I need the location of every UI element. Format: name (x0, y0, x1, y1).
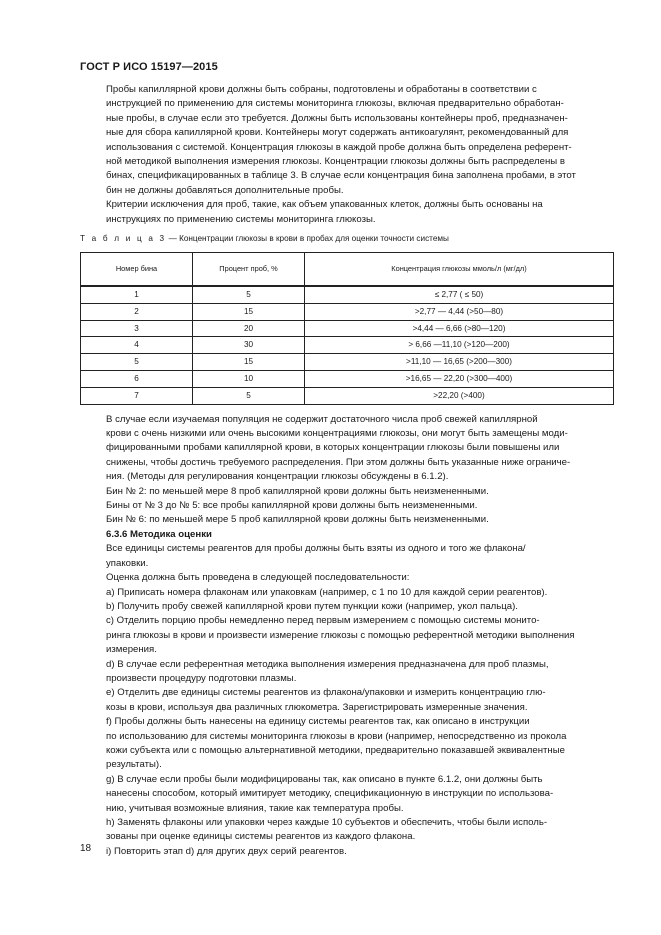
cell-percent: 30 (193, 337, 305, 354)
step-d (80, 658, 614, 687)
table-row (81, 303, 614, 320)
cell-percent: 10 (193, 371, 305, 388)
bin-rule-6: Бин № 6: по меньшей мере 5 проб капиллярной крови должны быть неизмененными. (106, 514, 489, 526)
document-header: ГОСТ Р ИСО 15197—2015 (80, 61, 218, 73)
table-row (81, 337, 614, 354)
bin-rule-3-5: Бины от № 3 до № 5: все пробы капиллярной крови должны быть неизмененными. (106, 500, 478, 512)
cell-concentration: >2,77 — 4,44 (>50—80) (305, 303, 614, 320)
table-row (81, 387, 614, 404)
step-h (80, 816, 614, 845)
text-line: Критерии исключения для проб, такие, как объем упакованных клеток, должны быть основаны на (106, 199, 543, 211)
step-i: i) Повторить этап d) для других двух серий реагентов. (106, 845, 347, 857)
cell-bin: 3 (81, 320, 193, 337)
step-b: b) Получить пробу свежей капиллярной крови путем пункции кожи (например, укол пальца). (106, 600, 518, 612)
cell-concentration: ≤ 2,77 ( ≤ 50) (305, 286, 614, 303)
cell-bin: 2 (81, 303, 193, 320)
column-header-percent: Процент проб, % (193, 253, 305, 287)
text-line: ринга глюкозы в крови и произвести измерение глюкозы с помощью референтной методики выполнения (106, 629, 575, 641)
text-line: инструкциях по применению системы мониторинга глюкозы. (106, 213, 376, 225)
text-line: зованы при оценке единицы системы реагентов из каждого флакона. (106, 831, 416, 843)
text-line: Пробы капиллярной крови должны быть собраны, подготовлены и обработаны в соответствии с (106, 84, 537, 95)
table-header-row (81, 253, 614, 287)
cell-percent: 15 (193, 354, 305, 371)
text-line: e) Отделить две единицы системы реагентов из флакона/упаковки и измерить концентрацию глю- (106, 687, 546, 699)
text-line: нию, учитывая возможные влияния, такие как температура пробы. (106, 802, 404, 814)
step-c (80, 614, 614, 657)
text-line: произвести процедуру подготовки плазмы. (106, 672, 297, 684)
text-line: использования с системой. Концентрация глюкозы в каждой пробе должна быть определена референт- (106, 141, 572, 153)
bin-rule-2: Бин № 2: по меньшей мере 8 проб капиллярной крови должны быть неизмененными. (106, 485, 489, 497)
text-line: ные для сбора капиллярной крови. Контейнеры могут содержать антикоагулянт, рекомендованный для (106, 127, 569, 139)
text-line: крови с очень низкими или очень высокими концентрациями глюкозы, они могут быть замещены моди- (106, 428, 568, 440)
text-line: фицированными пробами капиллярной крови, в которых концентрации глюкозы были повышены или (106, 442, 560, 454)
cell-percent: 20 (193, 320, 305, 337)
cell-percent: 5 (193, 387, 305, 404)
text-line: d) В случае если референтная методика выполнения измерения предназначена для проб плазмы, (106, 658, 549, 670)
column-header-bin: Номер бина (81, 253, 193, 287)
table-caption-label: Т а б л и ц а 3 (80, 234, 167, 244)
cell-concentration: >4,44 — 6,66 (>80—120) (305, 320, 614, 337)
text-line: снижены, чтобы достичь требуемого распределения. При этом должны быть указанные ниже ограниче- (106, 456, 571, 468)
text-line: f) Пробы должны быть нанесены на единицу системы реагентов так, как описано в инструкции (106, 716, 530, 728)
glucose-bins-table (80, 252, 614, 405)
text-line: ные пробы, в случае если это требуется. Должны быть использованы контейнеры проб, предназначен- (106, 112, 568, 124)
cell-concentration: >16,65 — 22,20 (>300—400) (305, 371, 614, 388)
document-body (80, 83, 614, 859)
cell-bin: 7 (81, 387, 193, 404)
section-paragraph-2: Оценка должна быть проведена в следующей последовательности: (106, 572, 410, 584)
table-row (81, 320, 614, 337)
section-heading: 6.3.6 Методика оценки (106, 528, 212, 540)
cell-percent: 5 (193, 286, 305, 303)
population-paragraph (80, 413, 614, 485)
text-line: g) В случае если пробы были модифицированы так, как описано в пункте 6.1.2, они должны быть (106, 773, 543, 785)
text-line: упаковки. (106, 557, 149, 569)
cell-concentration: > 6,66 —11,10 (>120—200) (305, 337, 614, 354)
cell-bin: 6 (81, 371, 193, 388)
text-line: В случае если изучаемая популяция не содержит достаточного числа проб свежей капиллярной (106, 413, 538, 425)
column-header-concentration: Концентрация глюкозы ммоль/л (мг/дл) (305, 253, 614, 287)
cell-bin: 4 (81, 337, 193, 354)
step-a: a) Приписать номера флаконам или упаковкам (например, с 1 по 10 для каждой серии реагентов). (106, 586, 548, 598)
text-line: результаты). (106, 759, 162, 771)
text-line: h) Заменять флаконы или упаковки через каждые 10 субъектов и обеспечить, чтобы были исполь- (106, 817, 548, 829)
cell-bin: 5 (81, 354, 193, 371)
text-line: козы в крови, используя два различных глюкометра. Зарегистрировать измеренные значения. (106, 701, 528, 713)
step-e (80, 686, 614, 715)
intro-paragraph-2 (80, 198, 614, 227)
text-line: Все единицы системы реагентов для пробы должны быть взяты из одного и того же флакона/ (106, 543, 526, 555)
table-row (81, 371, 614, 388)
text-line: c) Отделить порцию пробы немедленно перед первым измерением с помощью системы монито- (106, 615, 540, 627)
cell-percent: 15 (193, 303, 305, 320)
cell-bin: 1 (81, 286, 193, 303)
page-number: 18 (80, 843, 92, 854)
text-line: по использованию для системы мониторинга глюкозы в крови (например, непосредственно из прокола (106, 730, 567, 742)
text-line: ния. (Методы для регулирования концентрации глюкозы обсуждены в 6.1.2). (106, 471, 449, 483)
cell-concentration: >22,20 (>400) (305, 387, 614, 404)
table-caption-text: — Концентрации глюкозы в крови в пробах для оценки точности системы (166, 234, 449, 244)
table-caption (80, 233, 614, 245)
text-line: бинах, спецификацированных в таблице 3. В случае если концентрация бина заполнена пробами, в этот (106, 170, 576, 182)
text-line: кожи субъекта или с помощью альтернативной методики, предварительно показавшей эквивалентные (106, 744, 565, 756)
table-row (81, 354, 614, 371)
table-row (81, 286, 614, 303)
intro-paragraph-1 (80, 83, 614, 198)
text-line: инструкцией по применению для системы мониторинга глюкозы, включая предварительно обработан- (106, 98, 564, 110)
text-line: бин не должны добавляться дополнительные пробы. (106, 184, 344, 196)
cell-concentration: >11,10 — 16,65 (>200—300) (305, 354, 614, 371)
text-line: измерения. (106, 644, 157, 656)
step-f (80, 715, 614, 773)
text-line: ной методикой выполнения измерения глюкозы. Концентрации глюкозы должны быть распределены в (106, 156, 565, 168)
section-paragraph-1 (80, 542, 614, 571)
text-line: нанесены способом, который имитирует методику, спецификационную в инструкции по использова- (106, 788, 554, 800)
step-g (80, 773, 614, 816)
